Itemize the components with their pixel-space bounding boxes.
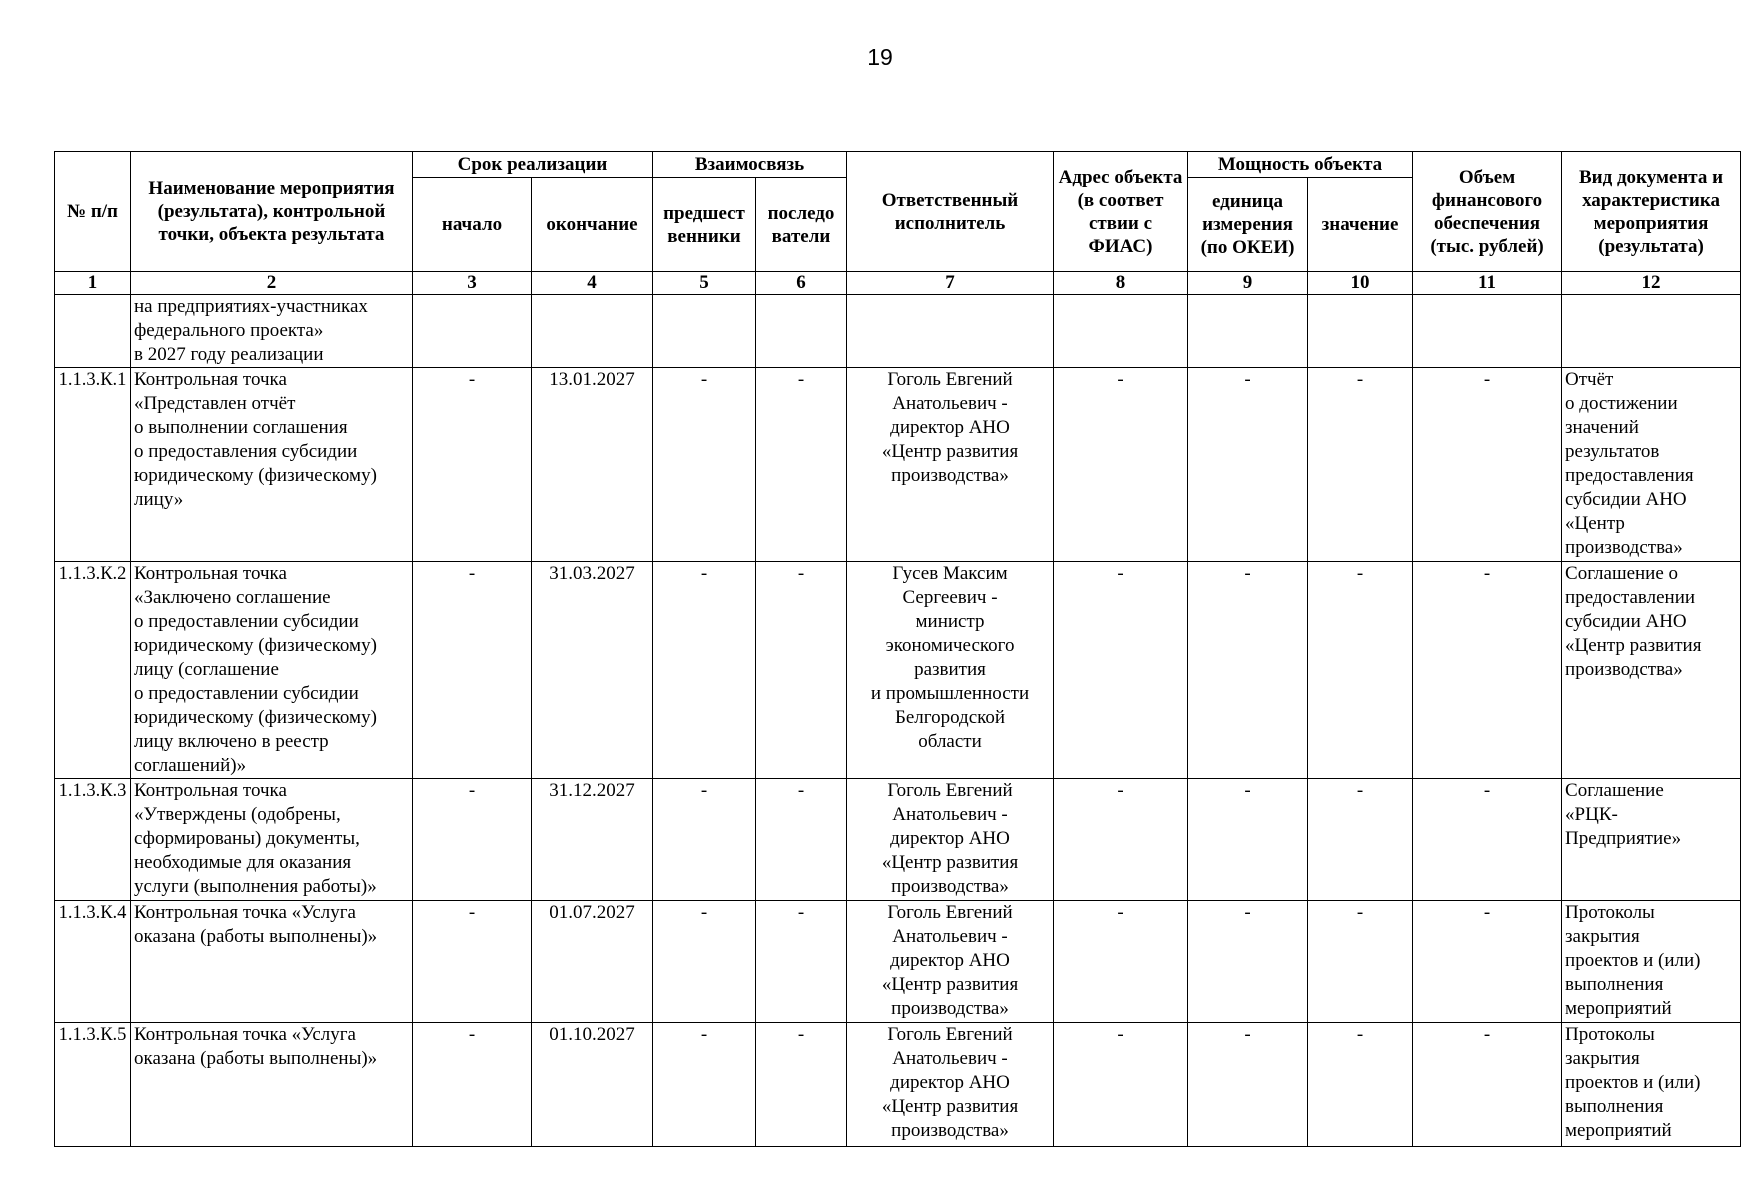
- row-name-text: Контрольная точка «Услуга оказана (работы выполнены)»: [134, 902, 378, 947]
- column-number: 2: [131, 272, 413, 295]
- column-number: 9: [1188, 272, 1308, 295]
- row-responsible: [847, 368, 1054, 562]
- row-start: [413, 295, 532, 368]
- row-end: 13.01.2027: [532, 368, 653, 562]
- row-unit: [1188, 295, 1308, 368]
- row-value: -: [1308, 368, 1413, 562]
- row-end: [532, 295, 653, 368]
- column-number: 4: [532, 272, 653, 295]
- table-row: [55, 779, 1741, 901]
- column-number: 10: [1308, 272, 1413, 295]
- row-responsible: [847, 779, 1054, 901]
- row-finance: [1413, 295, 1562, 368]
- row-finance: -: [1413, 562, 1562, 779]
- row-end: 31.03.2027: [532, 562, 653, 779]
- row-document: [1562, 562, 1741, 779]
- row-address: -: [1054, 901, 1188, 1023]
- row-predecessors: -: [653, 368, 756, 562]
- row-responsible: [847, 295, 1054, 368]
- row-start: -: [413, 1023, 532, 1147]
- row-unit: -: [1188, 562, 1308, 779]
- row-document-text: Соглашение о предоставлении субсидии АНО «Центр развития производства»: [1565, 563, 1702, 680]
- row-start: -: [413, 901, 532, 1023]
- column-number-row: [55, 272, 1741, 295]
- column-number: 8: [1054, 272, 1188, 295]
- row-number: [55, 295, 131, 368]
- row-document: [1562, 901, 1741, 1023]
- row-name-text: Контрольная точка «Утверждены (одобрены, сформированы) документы, необходимые для оказания услуги (выполнения работы)»: [134, 780, 377, 897]
- header-num: № п/п: [55, 152, 131, 272]
- row-number: 1.1.3.К.5: [55, 1023, 131, 1147]
- row-successors: -: [756, 901, 847, 1023]
- column-number: 12: [1562, 272, 1741, 295]
- row-successors: [756, 295, 847, 368]
- row-number: 1.1.3.К.2: [55, 562, 131, 779]
- row-value: -: [1308, 779, 1413, 901]
- row-responsible: [847, 562, 1054, 779]
- row-document-text: Протоколы закрытия проектов и (или) выполнения мероприятий: [1565, 1024, 1701, 1141]
- header-document: Вид документа и характеристика мероприятия (результата): [1562, 152, 1741, 272]
- header-group-relation: Взаимосвязь: [653, 152, 847, 178]
- row-value: -: [1308, 1023, 1413, 1147]
- row-name: [131, 779, 413, 901]
- plan-table: [54, 151, 1741, 1147]
- table-row: [55, 901, 1741, 1023]
- row-responsible-text: Гоголь Евгений Анатольевич - директор АНО «Центр развития производства»: [881, 902, 1019, 1019]
- column-number: 5: [653, 272, 756, 295]
- row-name: [131, 901, 413, 1023]
- row-unit: -: [1188, 901, 1308, 1023]
- column-number: 11: [1413, 272, 1562, 295]
- header-responsible: Ответственный исполнитель: [847, 152, 1054, 272]
- page-number: 19: [867, 44, 893, 70]
- row-responsible-text: Гоголь Евгений Анатольевич - директор АНО «Центр развития производства»: [881, 369, 1019, 486]
- row-address: [1054, 295, 1188, 368]
- table-header: [55, 152, 1741, 295]
- row-successors: -: [756, 368, 847, 562]
- row-number: 1.1.3.К.1: [55, 368, 131, 562]
- row-end: 01.10.2027: [532, 1023, 653, 1147]
- column-number: 1: [55, 272, 131, 295]
- row-unit: -: [1188, 368, 1308, 562]
- row-value: -: [1308, 562, 1413, 779]
- row-successors: -: [756, 562, 847, 779]
- column-number: 3: [413, 272, 532, 295]
- row-document-text: Отчёт о достижении значений результатов предоставления субсидии АНО «Центр производства»: [1565, 369, 1694, 558]
- row-name-text: Контрольная точка «Представлен отчёт о выполнении соглашения о предоставления субсидии юридическому (физическому) лицу»: [134, 369, 377, 510]
- row-successors: -: [756, 1023, 847, 1147]
- row-responsible-text: Гусев Максим Сергеевич - министр экономического развития и промышленности Белгородской области: [870, 563, 1030, 752]
- header-successors: последо ватели: [756, 178, 847, 272]
- table-row: [55, 295, 1741, 368]
- row-address: -: [1054, 779, 1188, 901]
- row-address: -: [1054, 368, 1188, 562]
- row-finance: -: [1413, 901, 1562, 1023]
- row-end: 31.12.2027: [532, 779, 653, 901]
- row-predecessors: -: [653, 1023, 756, 1147]
- row-number: 1.1.3.К.4: [55, 901, 131, 1023]
- column-number: 7: [847, 272, 1054, 295]
- table-row: [55, 562, 1741, 779]
- row-name: [131, 1023, 413, 1147]
- header-end: окончание: [532, 178, 653, 272]
- header-start: начало: [413, 178, 532, 272]
- row-responsible-text: Гоголь Евгений Анатольевич - директор АНО «Центр развития производства»: [881, 780, 1019, 897]
- row-finance: -: [1413, 779, 1562, 901]
- row-predecessors: [653, 295, 756, 368]
- row-start: -: [413, 779, 532, 901]
- row-responsible-text: Гоголь Евгений Анатольевич - директор АНО «Центр развития производства»: [881, 1024, 1019, 1141]
- row-start: -: [413, 562, 532, 779]
- table-body: [55, 295, 1741, 1147]
- row-address: -: [1054, 562, 1188, 779]
- row-name-text: Контрольная точка «Заключено соглашение о предоставлении субсидии юридическому (физическому) лицу (соглашение о предоставлении субсидии юридическому (физическому) лицу включено в реестр соглашений)»: [134, 563, 377, 776]
- row-document-text: Протоколы закрытия проектов и (или) выполнения мероприятий: [1565, 902, 1701, 1019]
- column-number: 6: [756, 272, 847, 295]
- row-name: [131, 295, 413, 368]
- header-finance: Объем финансового обеспечения (тыс. рублей): [1413, 152, 1562, 272]
- row-document: [1562, 368, 1741, 562]
- row-value: -: [1308, 901, 1413, 1023]
- header-group-period: Срок реализации: [413, 152, 653, 178]
- table-row: [55, 368, 1741, 562]
- row-document: [1562, 1023, 1741, 1147]
- row-document: [1562, 779, 1741, 901]
- row-address: -: [1054, 1023, 1188, 1147]
- row-value: [1308, 295, 1413, 368]
- header-group-capacity: Мощность объекта: [1188, 152, 1413, 178]
- header-predecessors: предшест венники: [653, 178, 756, 272]
- table-row: [55, 1023, 1741, 1147]
- row-finance: -: [1413, 368, 1562, 562]
- row-predecessors: -: [653, 901, 756, 1023]
- row-name: [131, 562, 413, 779]
- header-value: значение: [1308, 178, 1413, 272]
- row-document-text: Соглашение «РЦК- Предприятие»: [1565, 780, 1682, 849]
- row-unit: -: [1188, 779, 1308, 901]
- row-end: 01.07.2027: [532, 901, 653, 1023]
- row-name-text: Контрольная точка «Услуга оказана (работы выполнены)»: [134, 1024, 378, 1069]
- row-responsible: [847, 901, 1054, 1023]
- row-finance: -: [1413, 1023, 1562, 1147]
- row-predecessors: -: [653, 779, 756, 901]
- row-responsible: [847, 1023, 1054, 1147]
- row-document: [1562, 295, 1741, 368]
- row-name: [131, 368, 413, 562]
- row-unit: -: [1188, 1023, 1308, 1147]
- header-name: Наименование мероприятия (результата), контрольной точки, объекта результата: [131, 152, 413, 272]
- row-start: -: [413, 368, 532, 562]
- row-number: 1.1.3.К.3: [55, 779, 131, 901]
- header-unit: единица измерения (по ОКЕИ): [1188, 178, 1308, 272]
- header-address: Адрес объекта (в соответ ствии с ФИАС): [1054, 152, 1188, 272]
- row-successors: -: [756, 779, 847, 901]
- row-name-text: на предприятиях-участниках федерального проекта» в 2027 году реализации: [134, 296, 368, 365]
- row-predecessors: -: [653, 562, 756, 779]
